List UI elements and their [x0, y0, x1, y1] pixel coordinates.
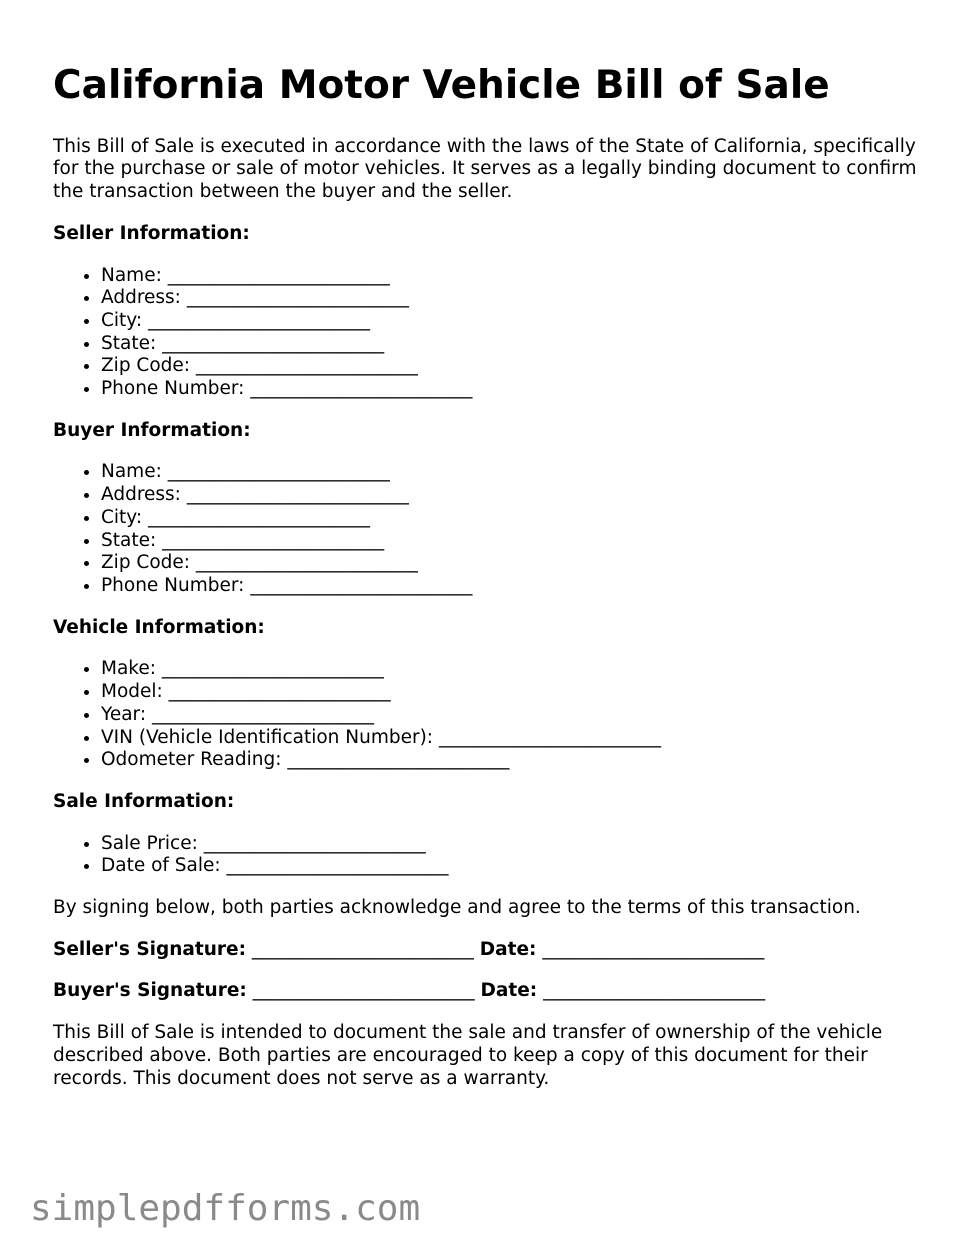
buyer-zip-field[interactable] [101, 552, 933, 575]
buyer-signature-label: Buyer's Signature: [53, 980, 247, 1002]
blank-line: ________________________ [151, 703, 374, 725]
seller-section-heading: Seller Information: [53, 222, 250, 244]
field-label: Sale Price: [101, 832, 198, 854]
seller-date-blank: ________________________ [542, 938, 765, 960]
blank-line: ________________________ [250, 575, 473, 596]
seller-field-list [53, 265, 933, 401]
blank-line: ________________________ [148, 506, 371, 528]
vehicle-vin-field[interactable] [101, 727, 933, 750]
buyer-city-field[interactable] [101, 507, 933, 530]
blank-line: ________________________ [168, 681, 391, 703]
blank-line: ________________________ [186, 484, 409, 506]
blank-line: ________________________ [148, 309, 371, 331]
blank-line: ________________________ [161, 658, 384, 680]
buyer-address-field[interactable] [101, 484, 933, 507]
sale-date-field[interactable] [101, 855, 933, 878]
field-label: Name: [101, 264, 162, 286]
blank-line: ________________________ [162, 332, 385, 354]
buyer-field-list [53, 461, 933, 597]
seller-city-field[interactable] [101, 310, 933, 333]
blank-line: ________________________ [195, 552, 418, 574]
blank-line: ________________________ [250, 378, 473, 400]
seller-signature-blank: ________________________ [251, 938, 474, 960]
buyer-signature-blank: ________________________ [252, 980, 475, 1002]
field-label: Address: [101, 287, 181, 309]
seller-zip-field[interactable] [101, 355, 933, 378]
field-label: City: [101, 506, 143, 528]
seller-address-field[interactable] [101, 287, 933, 310]
buyer-state-field[interactable] [101, 530, 933, 553]
buyer-date-label: Date: [480, 980, 538, 1002]
field-label: Make: [101, 658, 156, 680]
field-label: Name: [101, 461, 162, 483]
blank-line: ________________________ [167, 461, 390, 483]
blank-line: ________________________ [226, 855, 449, 877]
acknowledgement-text: By signing below, both parties acknowledge and agree to the terms of this transaction. [53, 897, 861, 919]
field-label: Phone Number: [101, 575, 245, 596]
vehicle-odometer-field[interactable] [101, 749, 933, 772]
field-label: Odometer Reading: [101, 749, 282, 771]
document-page [53, 62, 933, 1090]
sale-section-heading: Sale Information: [53, 790, 235, 812]
blank-line: ________________________ [167, 264, 390, 286]
seller-date-label: Date: [479, 938, 537, 960]
field-label: State: [101, 332, 157, 354]
vehicle-year-field[interactable] [101, 704, 933, 727]
blank-line: ________________________ [195, 355, 418, 377]
field-label: Zip Code: [101, 355, 191, 377]
buyer-date-blank: ________________________ [543, 980, 766, 1002]
field-label: Date of Sale: [101, 855, 221, 877]
field-label: Year: [101, 703, 147, 725]
buyer-name-field[interactable] [101, 461, 933, 484]
watermark-text: simplepdfforms.com [30, 1188, 421, 1229]
blank-line: ________________________ [162, 529, 385, 551]
field-label: City: [101, 309, 143, 331]
field-label: VIN (Vehicle Identification Number): [101, 726, 434, 748]
field-label: Phone Number: [101, 378, 245, 400]
footer-note: This Bill of Sale is intended to document the sale and transfer of ownership of the vehicle described above. Both parties are encouraged to keep a copy of this document for their records. This document does not serve as a warranty. [53, 1022, 883, 1089]
seller-phone-field[interactable] [101, 378, 933, 401]
seller-signature-line[interactable] [53, 939, 933, 962]
vehicle-model-field[interactable] [101, 681, 933, 704]
sale-price-field[interactable] [101, 833, 933, 856]
vehicle-section-heading: Vehicle Information: [53, 616, 265, 638]
blank-line: ________________________ [203, 832, 426, 854]
field-label: Model: [101, 681, 163, 703]
blank-line: ________________________ [287, 749, 510, 771]
blank-line: ________________________ [438, 726, 661, 748]
field-label: Address: [101, 484, 181, 506]
seller-state-field[interactable] [101, 333, 933, 356]
buyer-section-heading: Buyer Information: [53, 419, 251, 441]
vehicle-make-field[interactable] [101, 658, 933, 681]
buyer-phone-field[interactable] [101, 575, 933, 598]
intro-paragraph: This Bill of Sale is executed in accordance with the laws of the State of California, specifically for the purchase or sale of motor vehicles. It serves as a legally binding document to confirm the transaction between the buyer and the seller. [53, 135, 917, 203]
blank-line: ________________________ [186, 287, 409, 309]
field-label: State: [101, 529, 157, 551]
vehicle-field-list [53, 658, 933, 772]
buyer-signature-line[interactable] [53, 980, 933, 1003]
seller-name-field[interactable] [101, 265, 933, 288]
sale-field-list [53, 833, 933, 878]
document-title: California Motor Vehicle Bill of Sale [53, 63, 830, 108]
seller-signature-label: Seller's Signature: [53, 938, 246, 960]
field-label: Zip Code: [101, 552, 191, 574]
